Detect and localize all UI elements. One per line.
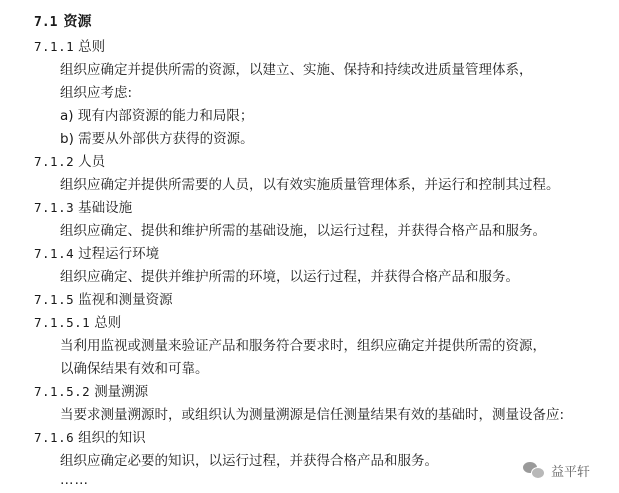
- clause-heading-7-1-3: [34, 198, 132, 218]
- clause-heading-7-1-6: [34, 428, 146, 448]
- clause-title: 人员: [78, 154, 106, 170]
- clause-text: 组织应确定并提供所需的资源，以建立、实施、保持和持续改进质量管理体系，: [60, 62, 533, 78]
- section-number: 7.1: [34, 15, 58, 30]
- clause-heading-7-1-2: [34, 152, 105, 172]
- clause-title: 总则: [94, 315, 122, 331]
- clause-title: 总则: [78, 39, 106, 55]
- clause-number: 7.1.4: [34, 246, 75, 261]
- clause-heading-7-1-5-2: [34, 382, 148, 402]
- clause-text: 当利用监视或测量来验证产品和服务符合要求时，组织应确定并提供所需的资源，: [60, 338, 546, 354]
- clause-heading-7-1-4: [34, 244, 159, 264]
- clause-number: 7.1.3: [34, 200, 75, 215]
- watermark-text: 益平轩: [551, 464, 591, 480]
- clause-number: 7.1.1: [34, 39, 75, 54]
- clause-text: 组织应确定并提供所需要的人员，以有效实施质量管理体系，并运行和控制其过程。: [60, 177, 560, 193]
- list-item-b: b) 需要从外部供方获得的资源。: [60, 131, 254, 147]
- clause-heading-7-1-1: [34, 37, 105, 57]
- clause-heading-7-1-5: [34, 290, 173, 310]
- clause-text: 组织应确定必要的知识，以运行过程，并获得合格产品和服务。: [60, 453, 438, 469]
- clause-text: 组织应考虑:: [60, 85, 133, 101]
- clause-text: 组织应确定、提供并维护所需的环境，以运行过程，并获得合格产品和服务。: [60, 269, 519, 285]
- clause-title: 监视和测量资源: [78, 292, 173, 308]
- section-heading: [34, 12, 91, 32]
- ellipsis: ……: [60, 472, 89, 488]
- clause-text: 组织应确定、提供和维护所需的基础设施，以运行过程，并获得合格产品和服务。: [60, 223, 546, 239]
- wechat-icon: [523, 461, 545, 479]
- watermark: [523, 458, 590, 482]
- clause-title: 基础设施: [78, 200, 133, 216]
- clause-number: 7.1.5.1: [34, 315, 91, 330]
- clause-text: 以确保结果有效和可靠。: [60, 361, 209, 377]
- list-item-a: a) 现有内部资源的能力和局限；: [60, 108, 254, 124]
- section-title: 资源: [63, 14, 92, 30]
- clause-number: 7.1.6: [34, 430, 75, 445]
- clause-heading-7-1-5-1: [34, 313, 121, 333]
- clause-number: 7.1.2: [34, 154, 75, 169]
- clause-title: 测量溯源: [94, 384, 149, 400]
- clause-title: 过程运行环境: [78, 246, 160, 262]
- clause-title: 组织的知识: [78, 430, 146, 446]
- clause-number: 7.1.5: [34, 292, 75, 307]
- clause-number: 7.1.5.2: [34, 384, 91, 399]
- clause-text: 当要求测量溯源时，或组织认为测量溯源是信任测量结果有效的基础时，测量设备应:: [60, 407, 565, 423]
